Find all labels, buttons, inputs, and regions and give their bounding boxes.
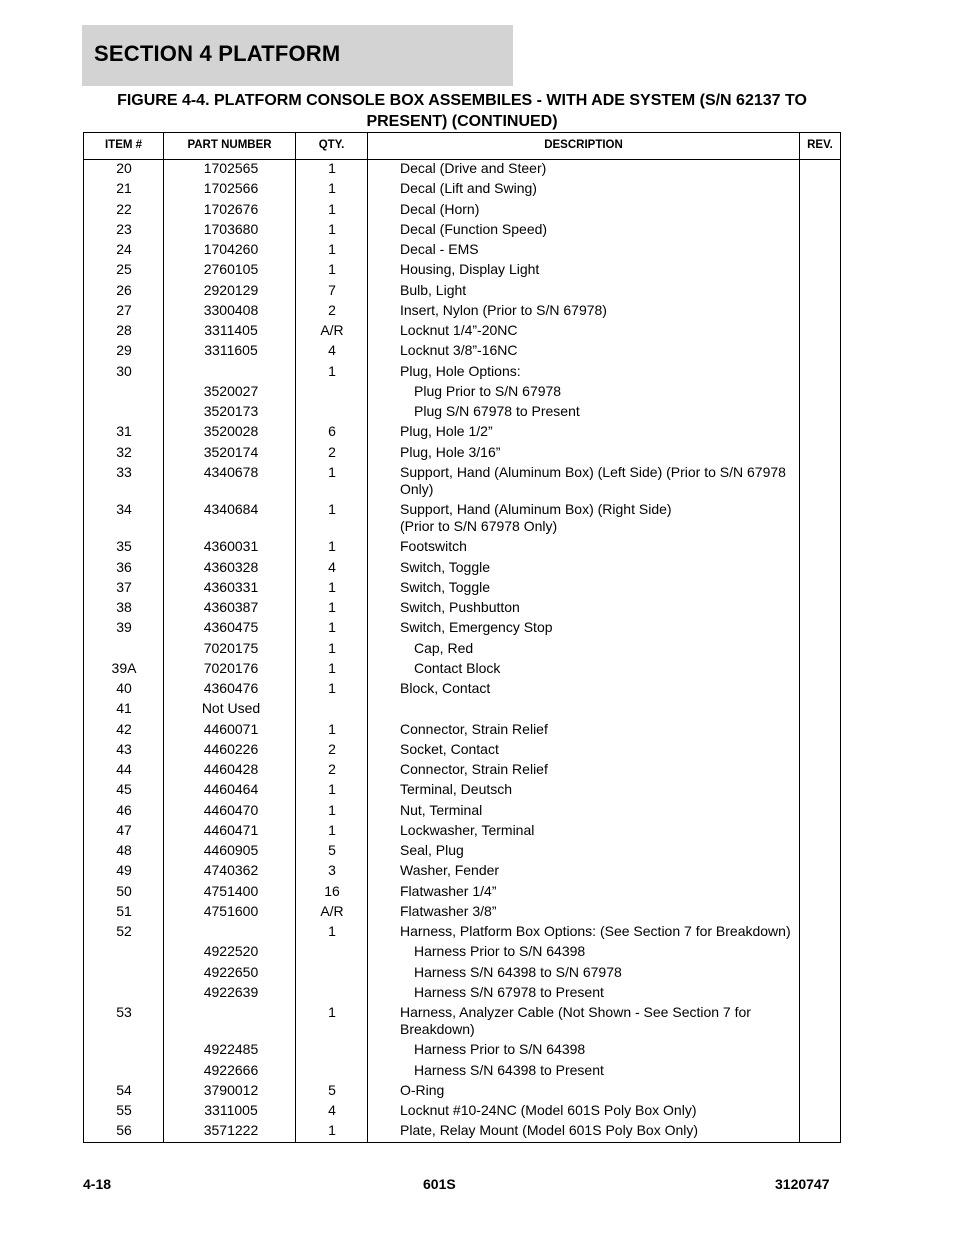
item-cell: 47 xyxy=(116,821,132,838)
model-number: 601S xyxy=(423,1176,456,1192)
part-number-cell: 7020175 xyxy=(203,639,259,656)
part-number-cell: 4360031 xyxy=(203,538,259,555)
description-cell: Harness Prior to S/N 64398 xyxy=(414,943,586,960)
table-row xyxy=(84,599,840,619)
table-row xyxy=(84,464,840,501)
description-cell: Plate, Relay Mount (Model 601S Poly Box Only) xyxy=(400,1122,699,1139)
page-number: 4-18 xyxy=(83,1176,112,1192)
table-row xyxy=(84,363,840,383)
part-number-cell: 4460428 xyxy=(203,761,259,777)
table-row xyxy=(84,640,840,660)
qty-cell: 4 xyxy=(328,558,336,575)
description-cell: Harness Prior to S/N 64398 xyxy=(414,1041,586,1058)
table-row xyxy=(84,261,840,281)
description-cell: Harness S/N 64398 to S/N 67978 xyxy=(414,963,622,980)
description-cell: Plug, Hole 3/16” xyxy=(400,443,501,460)
qty-cell: 2 xyxy=(328,443,336,460)
header-qty: QTY. xyxy=(318,139,345,151)
header-part-number: PART NUMBER xyxy=(187,139,272,151)
table-row xyxy=(84,241,840,261)
item-cell: 55 xyxy=(116,1102,132,1118)
item-cell: 33 xyxy=(116,463,132,480)
part-number-cell: Not Used xyxy=(201,700,261,717)
item-cell: 41 xyxy=(116,700,132,717)
item-cell: 52 xyxy=(116,923,132,939)
description-cell: Bulb, Light xyxy=(400,281,467,298)
description-cell: Locknut #10-24NC (Model 601S Poly Box Only) xyxy=(400,1102,697,1118)
part-number-cell: 4460226 xyxy=(203,740,259,757)
figure-title: FIGURE 4-4. PLATFORM CONSOLE BOX ASSEMBILES - WITH ADE SYSTEM (S/N 62137 TO PRESENT) (CONTINUED) xyxy=(117,92,807,130)
item-cell: 20 xyxy=(116,160,132,176)
item-cell: 36 xyxy=(116,558,132,575)
item-cell: 31 xyxy=(116,423,132,440)
part-number-cell: 3571222 xyxy=(203,1122,259,1139)
table-row xyxy=(84,221,840,241)
table-row xyxy=(84,721,840,741)
table-row xyxy=(84,761,840,781)
item-cell: 27 xyxy=(116,301,132,318)
item-cell: 25 xyxy=(116,261,132,278)
item-cell: 42 xyxy=(116,720,132,737)
item-cell: 38 xyxy=(116,599,132,615)
description-cell: Switch, Pushbutton xyxy=(400,599,520,615)
header-description: DESCRIPTION xyxy=(544,139,623,151)
description-cell: Support, Hand (Aluminum Box) (Right Side) (Prior to S/N 67978 Only) xyxy=(400,501,672,534)
header-rev: REV. xyxy=(807,139,833,151)
part-number-cell: 4922520 xyxy=(203,943,259,960)
qty-cell: 6 xyxy=(328,423,336,440)
item-cell: 24 xyxy=(116,241,132,257)
table-header xyxy=(84,133,840,160)
part-number-cell: 3311405 xyxy=(204,322,258,338)
qty-cell: 3 xyxy=(328,862,336,879)
table-row xyxy=(84,802,840,822)
part-number-cell: 4922485 xyxy=(203,1041,259,1058)
item-cell: 48 xyxy=(116,842,132,858)
item-cell: 30 xyxy=(116,362,132,379)
table-row xyxy=(84,680,840,700)
document-number: 3120747 xyxy=(775,1176,830,1192)
table-row xyxy=(84,741,840,761)
item-cell: 46 xyxy=(116,801,132,818)
table-row xyxy=(84,964,840,984)
description-cell: Plug S/N 67978 to Present xyxy=(414,403,580,419)
qty-cell: 2 xyxy=(328,740,336,757)
table-row xyxy=(84,160,840,180)
qty-cell: A/R xyxy=(320,322,344,338)
qty-cell: 16 xyxy=(324,882,340,899)
qty-cell: 1 xyxy=(328,241,336,257)
part-number-cell: 2920129 xyxy=(203,281,259,298)
table-row xyxy=(84,700,840,720)
item-cell: 50 xyxy=(116,882,132,899)
item-cell: 32 xyxy=(116,443,132,460)
item-cell: 44 xyxy=(116,761,132,777)
qty-cell: 5 xyxy=(328,1081,336,1098)
part-number-cell: 1702566 xyxy=(203,180,259,197)
description-cell: Seal, Plug xyxy=(400,842,464,858)
qty-cell: 2 xyxy=(328,761,336,777)
description-cell: Flatwasher 1/4” xyxy=(400,882,497,899)
description-cell: Harness, Analyzer Cable (Not Shown - See Section 7 for Breakdown) xyxy=(400,1004,751,1037)
part-number-cell: 4340678 xyxy=(203,463,259,480)
description-cell: O-Ring xyxy=(400,1081,445,1098)
qty-cell: 1 xyxy=(328,639,336,656)
description-cell: Insert, Nylon (Prior to S/N 67978) xyxy=(400,301,607,318)
qty-cell: 1 xyxy=(328,578,336,595)
item-cell: 54 xyxy=(116,1081,132,1098)
part-number-cell: 3520174 xyxy=(203,443,259,460)
description-cell: Switch, Toggle xyxy=(400,578,491,595)
part-number-cell: 3790012 xyxy=(203,1081,259,1098)
table-row xyxy=(84,302,840,322)
section-title: SECTION 4 PLATFORM xyxy=(94,41,341,66)
description-cell: Washer, Fender xyxy=(400,862,500,879)
part-number-cell: 4751600 xyxy=(203,902,259,919)
description-cell: Harness S/N 64398 to Present xyxy=(414,1061,604,1078)
description-cell: Decal - EMS xyxy=(400,241,479,257)
table-row xyxy=(84,579,840,599)
table-row xyxy=(84,559,840,579)
table-row xyxy=(84,619,840,639)
description-cell: Decal (Lift and Swing) xyxy=(400,180,537,197)
part-number-cell: 4360476 xyxy=(203,680,259,696)
description-cell: Cap, Red xyxy=(414,639,474,656)
qty-cell: 1 xyxy=(328,1122,336,1139)
description-cell: Housing, Display Light xyxy=(400,261,540,278)
table-row xyxy=(84,1004,840,1041)
item-cell: 45 xyxy=(116,781,132,798)
part-number-cell: 4460071 xyxy=(203,720,259,737)
qty-cell: 1 xyxy=(328,680,336,696)
item-cell: 35 xyxy=(116,538,132,555)
item-cell: 56 xyxy=(116,1122,132,1139)
item-cell: 39A xyxy=(111,659,137,676)
table-row xyxy=(84,1102,840,1122)
description-cell: Socket, Contact xyxy=(400,740,499,757)
description-cell: Nut, Terminal xyxy=(400,801,483,818)
description-cell: Switch, Emergency Stop xyxy=(400,619,553,636)
table-row xyxy=(84,501,840,538)
qty-cell: 1 xyxy=(328,501,336,517)
qty-cell: A/R xyxy=(320,902,344,919)
table-body xyxy=(84,160,840,1143)
table-row xyxy=(84,444,840,464)
part-number-cell: 4460471 xyxy=(203,821,259,838)
table-row xyxy=(84,943,840,963)
table-row xyxy=(84,180,840,200)
description-cell: Contact Block xyxy=(414,659,501,676)
qty-cell: 4 xyxy=(328,1102,336,1118)
part-number-cell: 1703680 xyxy=(203,220,259,237)
item-cell: 28 xyxy=(116,322,132,338)
qty-cell: 1 xyxy=(328,821,336,838)
description-cell: Locknut 1/4”-20NC xyxy=(400,322,518,338)
table-row xyxy=(84,282,840,302)
item-cell: 26 xyxy=(116,281,132,298)
qty-cell: 5 xyxy=(328,842,336,858)
table-row xyxy=(84,201,840,221)
part-number-cell: 4460464 xyxy=(203,781,259,798)
description-cell: Decal (Drive and Steer) xyxy=(400,160,547,176)
qty-cell: 1 xyxy=(328,362,336,379)
qty-cell: 1 xyxy=(328,923,336,939)
description-cell: Locknut 3/8”-16NC xyxy=(400,342,518,359)
qty-cell: 7 xyxy=(328,281,336,298)
description-cell: Plug Prior to S/N 67978 xyxy=(414,382,562,399)
qty-cell: 1 xyxy=(328,781,336,798)
header-item: ITEM # xyxy=(104,139,143,151)
description-cell: Switch, Toggle xyxy=(400,558,491,575)
item-cell: 34 xyxy=(116,501,132,517)
qty-cell: 4 xyxy=(328,342,336,359)
part-number-cell: 4740362 xyxy=(203,862,259,879)
parts-table xyxy=(83,132,841,1143)
item-cell: 53 xyxy=(116,1004,132,1020)
part-number-cell: 3311605 xyxy=(204,342,258,359)
qty-cell: 1 xyxy=(328,720,336,737)
table-row xyxy=(84,1122,840,1142)
qty-cell: 1 xyxy=(328,220,336,237)
description-cell: Support, Hand (Aluminum Box) (Left Side) (Prior to S/N 67978 Only) xyxy=(400,463,786,497)
part-number-cell: 4922650 xyxy=(203,963,259,980)
part-number-cell: 3520173 xyxy=(203,403,259,419)
part-number-cell: 3300408 xyxy=(203,301,259,318)
qty-cell: 1 xyxy=(328,261,336,278)
part-number-cell: 1704260 xyxy=(203,241,259,257)
part-number-cell: 1702565 xyxy=(203,160,259,176)
part-number-cell: 3520027 xyxy=(203,382,259,399)
description-cell: Decal (Horn) xyxy=(400,200,480,217)
qty-cell: 1 xyxy=(328,619,336,636)
description-cell: Block, Contact xyxy=(400,680,491,696)
item-cell: 51 xyxy=(116,902,132,919)
table-row xyxy=(84,403,840,423)
part-number-cell: 4360331 xyxy=(203,578,259,595)
part-number-cell: 4340684 xyxy=(203,501,259,517)
table-row xyxy=(84,383,840,403)
part-number-cell: 4922666 xyxy=(203,1061,259,1078)
table-row xyxy=(84,322,840,342)
part-number-cell: 4360328 xyxy=(203,558,259,575)
qty-cell: 1 xyxy=(328,1004,336,1020)
description-cell: Connector, Strain Relief xyxy=(400,761,548,777)
table-row xyxy=(84,1041,840,1061)
qty-cell: 2 xyxy=(328,301,336,318)
part-number-cell: 4922639 xyxy=(203,983,259,1000)
part-number-cell: 4360387 xyxy=(203,599,259,615)
description-cell: Connector, Strain Relief xyxy=(400,720,548,737)
part-number-cell: 4751400 xyxy=(203,882,259,899)
item-cell: 22 xyxy=(116,200,132,217)
table-row xyxy=(84,423,840,443)
table-row xyxy=(84,1062,840,1082)
description-cell: Flatwasher 3/8” xyxy=(400,902,497,919)
item-cell: 21 xyxy=(116,180,132,197)
part-number-cell: 7020176 xyxy=(203,659,259,676)
description-cell: Footswitch xyxy=(400,538,467,555)
description-cell: Plug, Hole Options: xyxy=(400,362,521,379)
table-row xyxy=(84,923,840,943)
qty-cell: 1 xyxy=(328,659,336,676)
section-header-band xyxy=(82,25,513,86)
part-number-cell: 4360475 xyxy=(203,619,259,636)
description-cell: Harness, Platform Box Options: (See Section 7 for Breakdown) xyxy=(400,923,791,939)
description-cell: Decal (Function Speed) xyxy=(400,220,548,237)
table-row xyxy=(84,842,840,862)
table-row xyxy=(84,862,840,882)
item-cell: 40 xyxy=(116,680,132,696)
part-number-cell: 4460905 xyxy=(203,842,259,858)
description-cell: Harness S/N 67978 to Present xyxy=(414,983,604,1000)
table-row xyxy=(84,342,840,362)
part-number-cell: 4460470 xyxy=(203,801,259,818)
table-row xyxy=(84,781,840,801)
table-row xyxy=(84,822,840,842)
part-number-cell: 3311005 xyxy=(204,1102,258,1118)
qty-cell: 1 xyxy=(328,160,336,176)
table-row xyxy=(84,903,840,923)
qty-cell: 1 xyxy=(328,200,336,217)
qty-cell: 1 xyxy=(328,538,336,555)
description-cell: Plug, Hole 1/2” xyxy=(400,423,493,440)
part-number-cell: 2760105 xyxy=(203,261,259,278)
item-cell: 23 xyxy=(116,220,132,237)
item-cell: 29 xyxy=(116,342,132,359)
qty-cell: 1 xyxy=(328,801,336,818)
description-cell: Terminal, Deutsch xyxy=(400,781,513,798)
table-row xyxy=(84,538,840,558)
qty-cell: 1 xyxy=(328,599,336,615)
item-cell: 37 xyxy=(116,578,132,595)
part-number-cell: 1702676 xyxy=(203,200,259,217)
table-row xyxy=(84,1082,840,1102)
table-row xyxy=(84,660,840,680)
table-row xyxy=(84,883,840,903)
item-cell: 49 xyxy=(116,862,132,879)
qty-cell: 1 xyxy=(328,463,336,480)
qty-cell: 1 xyxy=(328,180,336,197)
item-cell: 39 xyxy=(116,619,132,636)
table-row xyxy=(84,984,840,1004)
item-cell: 43 xyxy=(116,740,132,757)
description-cell: Lockwasher, Terminal xyxy=(400,821,535,838)
part-number-cell: 3520028 xyxy=(203,423,259,440)
